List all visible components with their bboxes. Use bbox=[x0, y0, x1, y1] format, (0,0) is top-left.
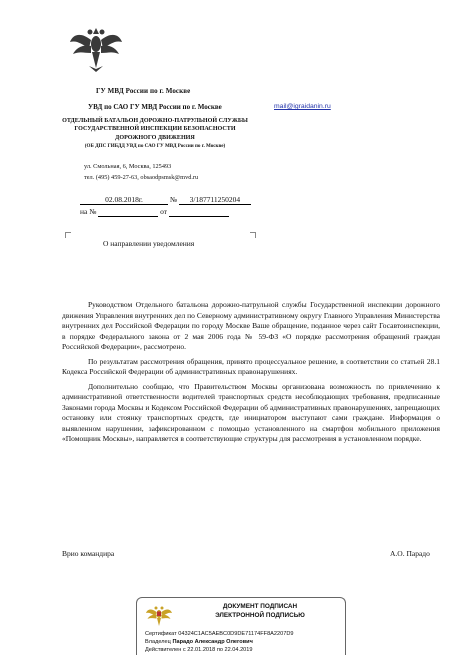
electronic-signature-stamp bbox=[136, 597, 346, 655]
owner-label: Владелец bbox=[145, 639, 171, 645]
reference-date-blank bbox=[169, 207, 229, 217]
signatory-position: Врио командира bbox=[62, 549, 115, 558]
stamp-title-line: ДОКУМЕНТ ПОДПИСАН bbox=[222, 603, 298, 610]
contacts: тел. (495) 459-27-63, obsaodpsmsk@mvd.ru bbox=[84, 173, 199, 181]
registration-number: 3/187711250204 bbox=[179, 195, 251, 205]
certificate-label: Сертификат bbox=[145, 631, 177, 637]
owner-value: Парадо Александр Олегович bbox=[172, 639, 253, 645]
department-block bbox=[60, 117, 250, 151]
recipient-email-link[interactable]: mail@igraidanin.ru bbox=[274, 103, 331, 110]
subject-corner-mark bbox=[65, 232, 71, 238]
body-paragraph: Руководством Отдельного батальона дорожно-патрульной службы Государственной инспекции дорожного движения Управления внутренних дел по Северному административному округу Главного Управления Министерства внутренних дел Российской Федерации по городу Москве Ваше обращение, поданное через сайт Госавтоинспекции, в порядке Федерального закона от 2 мая 2006 года № 59-ФЗ «О порядке рассмотрения обращений граждан Российской Федерации», рассмотрено. bbox=[62, 300, 440, 351]
stamp-owner bbox=[145, 639, 253, 645]
department-name: ОТДЕЛЬНЫЙ БАТАЛЬОН ДОРОЖНО-ПАТРУЛЬНОЙ СЛУЖБЫ ГОСУДАРСТВЕННОЙ ИНСПЕКЦИИ БЕЗОПАСНОСТИ ДОРОЖНОГО ДВИЖЕНИЯ bbox=[62, 118, 248, 141]
stamp-title-line: ЭЛЕКТРОННОЙ ПОДПИСЬЮ bbox=[215, 611, 305, 619]
district-name: УВД по САО ГУ МВД России по г. Москве bbox=[88, 103, 222, 111]
stamp-certificate bbox=[145, 631, 294, 637]
reference-prefix: на № bbox=[80, 207, 97, 216]
subject-corner-mark bbox=[250, 232, 256, 238]
address-block bbox=[84, 162, 198, 183]
eagle-emblem-icon bbox=[69, 22, 123, 74]
certificate-value: 04324C1AC5AEBC0D9DE71174FF8A2207D9 bbox=[178, 631, 294, 637]
number-prefix: № bbox=[169, 195, 178, 204]
stamp-title bbox=[185, 603, 335, 620]
body-paragraph: По результатам рассмотрения обращения, принято процессуальное решение, в соответствии со статьей 28.1 Кодекса Российской Федерации об административных правонарушениях. bbox=[62, 356, 440, 376]
registration-line bbox=[80, 195, 251, 205]
body-paragraph: Дополнительно сообщаю, что Правительством Москвы организована возможность по привлечению к административной ответственности водителей транспортных средств несоблюдающих требования, предписанные Законами города Москвы и Кодексом Российской Федерации об административных правонарушениях, запрещающих остановку или стоянку транспортных средств, где инициатором выступают сами граждане. Информация о выявленном нарушении, зафиксированном с помощью установленного на смартфон мобильного приложения «Помощник Москвы», направляется в соответствующие структуры для рассмотрения в установленном порядке. bbox=[62, 381, 440, 443]
subject-line: О направлении уведомления bbox=[103, 239, 195, 248]
address: ул. Смольная, 6, Москва, 125493 bbox=[84, 163, 172, 170]
letter-body bbox=[62, 300, 440, 449]
stamp-validity: Действителен с 22.01.2018 по 22.04.2019 bbox=[145, 647, 253, 653]
signatory-name: А.О. Парадо bbox=[390, 549, 430, 558]
reference-number-blank bbox=[98, 207, 158, 217]
stamp-eagle-icon bbox=[145, 603, 173, 629]
reference-from-label: от bbox=[160, 207, 168, 216]
ministry-name: ГУ МВД России по г. Москве bbox=[96, 87, 191, 95]
registration-date: 02.08.2018г. bbox=[80, 195, 168, 205]
department-short-name: (ОБ ДПС ГИБДД УВД по САО ГУ МВД России по г. Москве) bbox=[84, 143, 226, 150]
reference-line bbox=[80, 207, 229, 217]
